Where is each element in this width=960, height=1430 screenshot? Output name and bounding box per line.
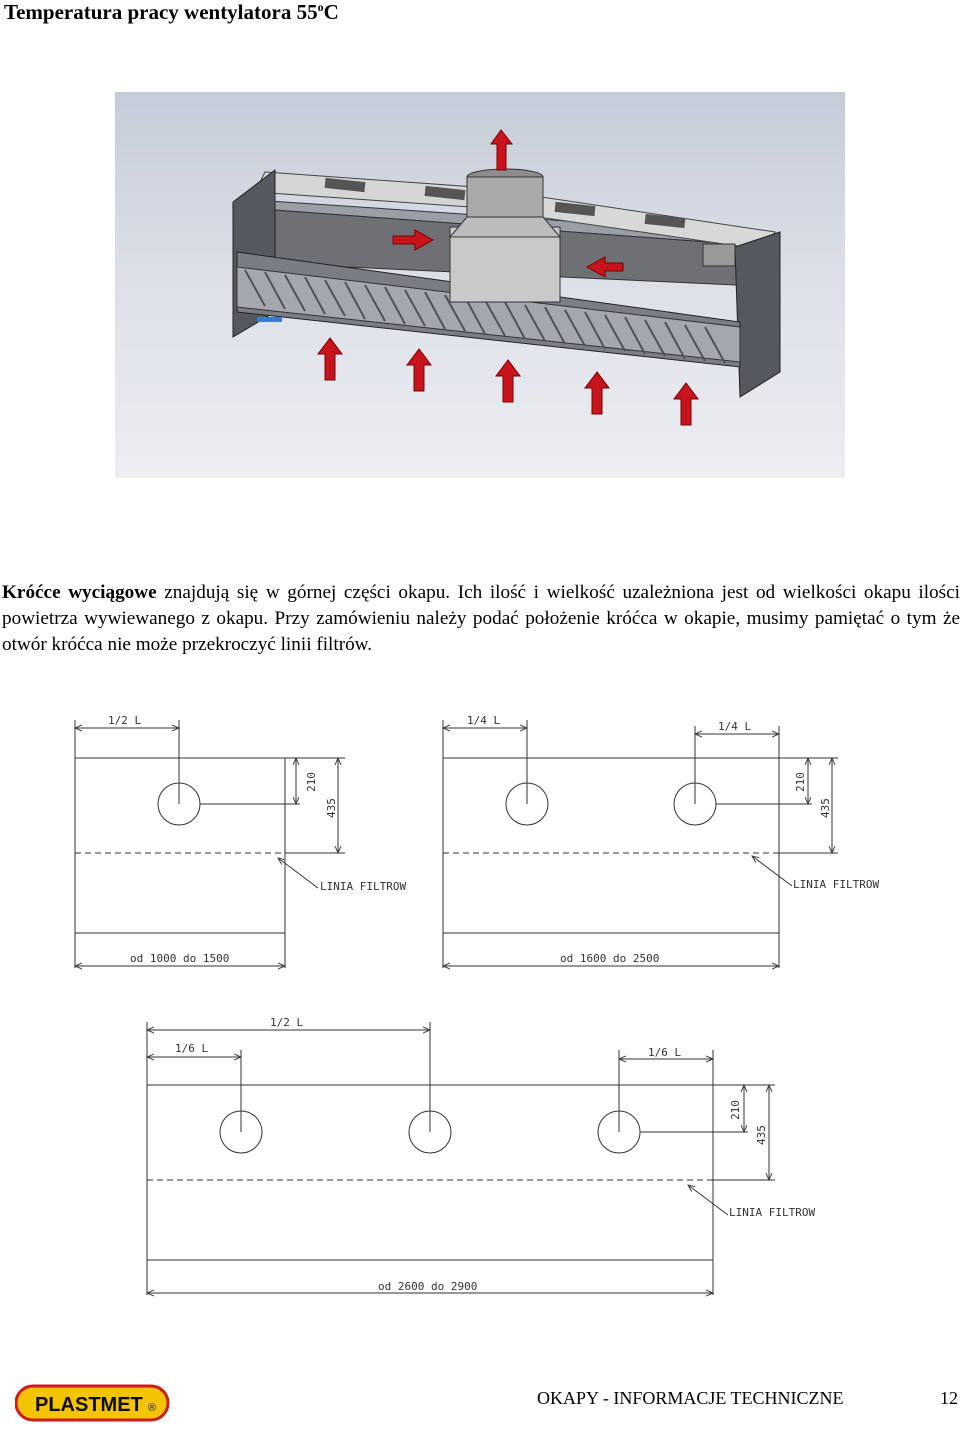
d2-bottom-dim: od 1600 do 2500 <box>560 952 660 965</box>
svg-text:®: ® <box>148 1402 157 1414</box>
d1-top-dim: 1/2 L <box>108 714 142 727</box>
d3-top-dim-right: 1/6 L <box>648 1046 682 1059</box>
d2-dim-210: 210 <box>794 772 807 792</box>
d1-bottom-dim: od 1000 do 1500 <box>130 952 230 965</box>
d1-dim-210: 210 <box>305 772 318 792</box>
d1-filter-line-label: LINIA FILTROW <box>320 880 407 893</box>
svg-text:PLASTMET: PLASTMET <box>35 1394 143 1416</box>
hood-render-drawing <box>115 92 845 478</box>
d2-dim-435: 435 <box>819 798 832 818</box>
d1-dim-435: 435 <box>325 798 338 818</box>
d3-dim-210: 210 <box>729 1100 742 1120</box>
d2-filter-line-label: LINIA FILTROW <box>793 878 880 891</box>
d3-dim-435: 435 <box>755 1125 768 1145</box>
d3-filter-line-label: LINIA FILTROW <box>729 1206 816 1219</box>
hood-render-image <box>115 92 845 478</box>
page-heading: Temperatura pracy wentylatora 55$^o$C <box>4 0 339 24</box>
footer-title: OKAPY - INFORMACJE TECHNICZNE <box>537 1388 844 1408</box>
d2-top-dim-right: 1/4 L <box>718 720 752 733</box>
duct-position-drawings <box>0 700 960 1320</box>
d3-top-dim-left: 1/6 L <box>175 1042 209 1055</box>
d3-top-dim-mid: 1/2 L <box>270 1016 304 1029</box>
page-number: 12 <box>940 1388 958 1408</box>
intro-paragraph: Króćce wyciągowe znajdują się w górnej części okapu. Ich ilość i wielkość uzależniona jest od wielkości okapu ilości powietrza wywiewanego z okapu. Przy zamówieniu należy podać położenie króćca w okapie, musimy pamiętać o tym że otwór króćca nie może przekroczyć linii filtrów. <box>2 582 960 655</box>
plastmet-logo <box>15 1384 171 1424</box>
d2-top-dim-left: 1/4 L <box>467 714 501 727</box>
d3-bottom-dim: od 2600 do 2900 <box>378 1280 478 1293</box>
